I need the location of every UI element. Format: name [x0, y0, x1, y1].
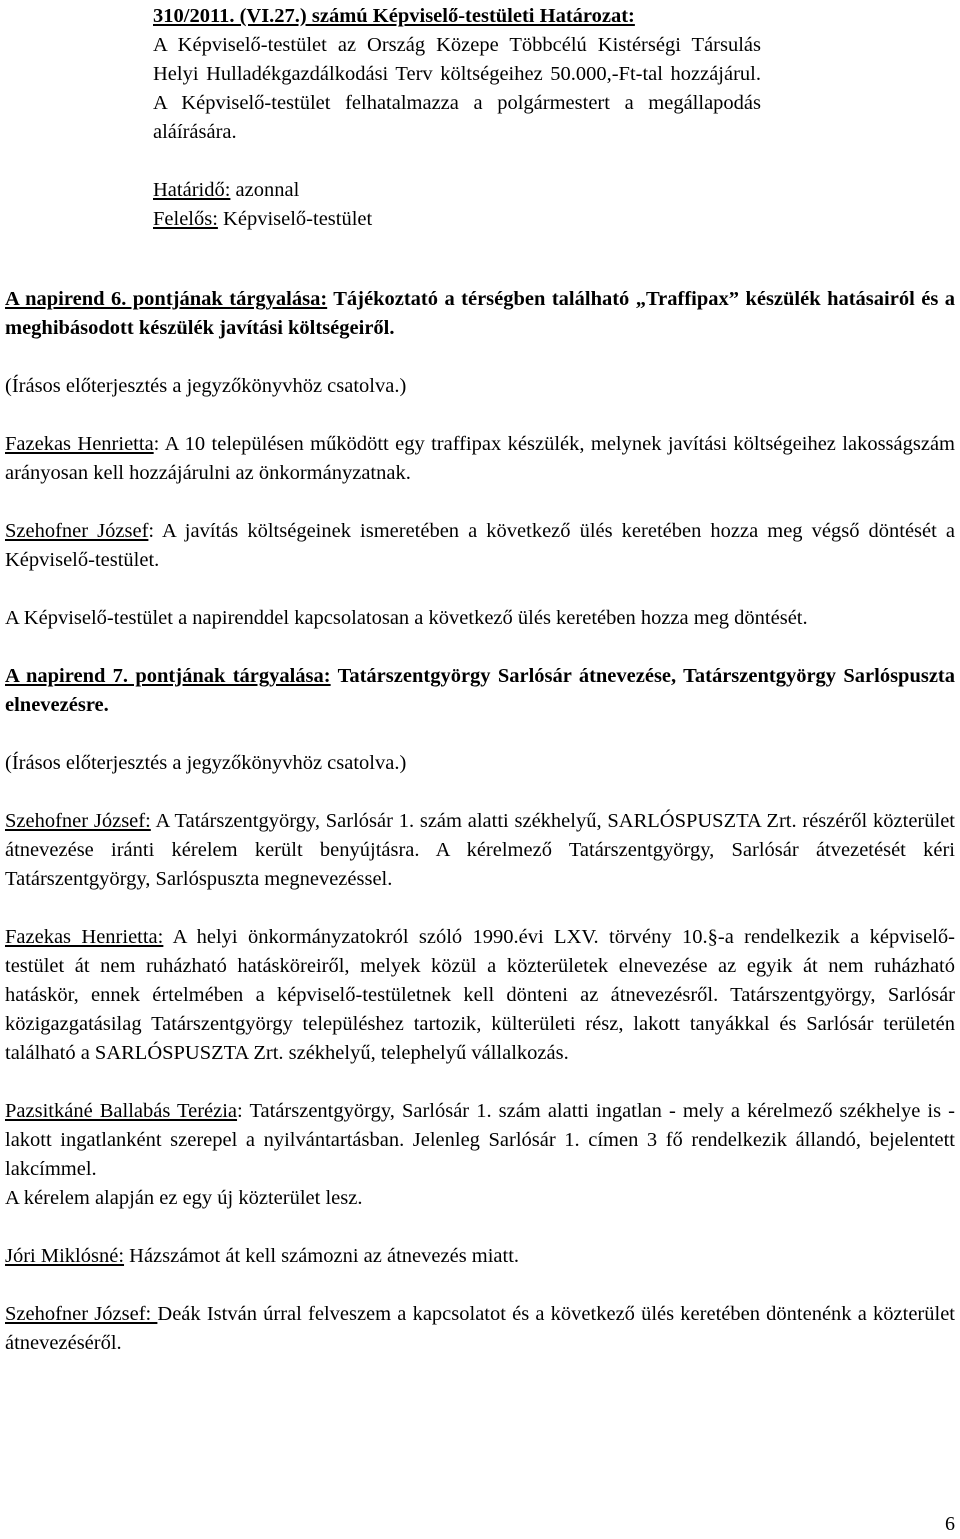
agenda-7-heading [5, 662, 955, 720]
statement [5, 1097, 955, 1184]
speaker: Fazekas Henrietta: [5, 926, 164, 948]
responsible-value: Képviselő-testület [217, 208, 373, 230]
speaker: Jóri Miklósné: [5, 1245, 125, 1267]
responsible-label: Felelős: [153, 208, 218, 230]
page-number: 6 [945, 1513, 955, 1535]
deadline-line [153, 176, 761, 205]
agenda-6-title: Tájékoztató a térségben található „Traffipax” készülék hatásairól és a meghibásodott készülék javítási költségeiről. [5, 288, 956, 339]
agenda-6-label: A napirend 6. pontjának tárgyalása: [5, 288, 328, 310]
statement-text: Deák István úrral felveszem a kapcsolatot és a következő ülés keretében döntenénk a közterület átnevezéséről. [5, 1303, 955, 1354]
statement-text: : A 10 településen működött egy traffipax készülék, melynek javítási költségeihez lakosságszám arányosan kell hozzájárulni az önkormányzatnak. [5, 433, 955, 484]
agenda-7-note: (Írásos előterjesztés a jegyzőkönyvhöz csatolva.) [5, 752, 407, 774]
speaker: Pazsitkáné Ballabás Terézia [5, 1100, 238, 1122]
speaker: Szehofner József: [5, 810, 151, 832]
agenda-7-extra-line: A kérelem alapján ez egy új közterület lesz. [5, 1187, 363, 1209]
minutes-body [5, 285, 955, 1387]
statement [5, 1300, 955, 1358]
agenda-7-label: A napirend 7. pontjának tárgyalása: [5, 665, 331, 687]
resolution-heading: 310/2011. (VI.27.) számú Képviselő-testületi Határozat: [153, 5, 635, 27]
statement-text: : A javítás költségeinek ismeretében a következő ülés keretében hozza meg végső döntését a Képviselő-testület. [5, 520, 955, 571]
agenda-6-heading [5, 285, 955, 343]
resolution-block [153, 2, 761, 234]
statement-text: A Tatárszentgyörgy, Sarlósár 1. szám alatti székhelyű, SARLÓSPUSZTA Zrt. részéről közterület átnevezése iránti kérelem került benyújtásra. A kérelmező Tatárszentgyörgy, Sarlósár átvezetését kéri Tatárszentgyörgy, Sarlóspuszta megnevezéssel. [5, 810, 955, 890]
statement [5, 1242, 955, 1271]
statement [5, 517, 955, 575]
statement-text: Házszámot át kell számozni az átnevezés miatt. [124, 1245, 520, 1267]
resolution-body: A Képviselő-testület az Ország Közepe Többcélú Kistérségi Társulás Helyi Hulladékgazdálkodási Terv költségeihez 50.000,-Ft-tal hozzájárul. A Képviselő-testület felhatalmazza a polgármestert a megállapodás aláírására. [153, 34, 761, 143]
statement-text: : Tatárszentgyörgy, Sarlósár 1. szám alatti ingatlan - mely a kérelmező székhelye is - lakott ingatlanként szerepel a nyilvántartásban. Jelenleg Sarlósár 1. címen 3 fő rendelkezik állandó, bejelentett lakcímmel. [5, 1100, 955, 1180]
statement [5, 807, 955, 894]
speaker: Szehofner József [5, 520, 149, 542]
agenda-6-conclusion: A Képviselő-testület a napirenddel kapcsolatosan a következő ülés keretében hozza meg döntését. [5, 607, 808, 629]
deadline-label: Határidő: [153, 179, 231, 201]
responsible-line [153, 205, 761, 234]
statement-text: A helyi önkormányzatokról szóló 1990.évi LXV. törvény 10.§-a rendelkezik a képviselő- testület át nem ruházható hatásköreiről, melyek közül a közterületek elnevezése az egyik át nem ruházható hatáskör, ennek értelmében a képviselő-testületnek kell dönteni az átnevezésről. Tatárszentgyörgy, Sarlósár közigazgatásilag Tatárszentgyörgy településhez tartozik, külterületi rész, lakott tanyákkal és Sarlósár területén található a SARLÓSPUSZTA Zrt. székhelyű, telephelyű vállalkozás. [5, 926, 956, 1064]
agenda-7-title: Tatárszentgyörgy Sarlósár átnevezése, Tatárszentgyörgy Sarlóspuszta elnevezésre. [5, 665, 955, 716]
statement [5, 923, 955, 1068]
agenda-6-note: (Írásos előterjesztés a jegyzőkönyvhöz csatolva.) [5, 375, 407, 397]
speaker: Szehofner József: [5, 1303, 158, 1325]
speaker: Fazekas Henrietta [5, 433, 154, 455]
deadline-value: azonnal [230, 179, 300, 201]
statement [5, 430, 955, 488]
